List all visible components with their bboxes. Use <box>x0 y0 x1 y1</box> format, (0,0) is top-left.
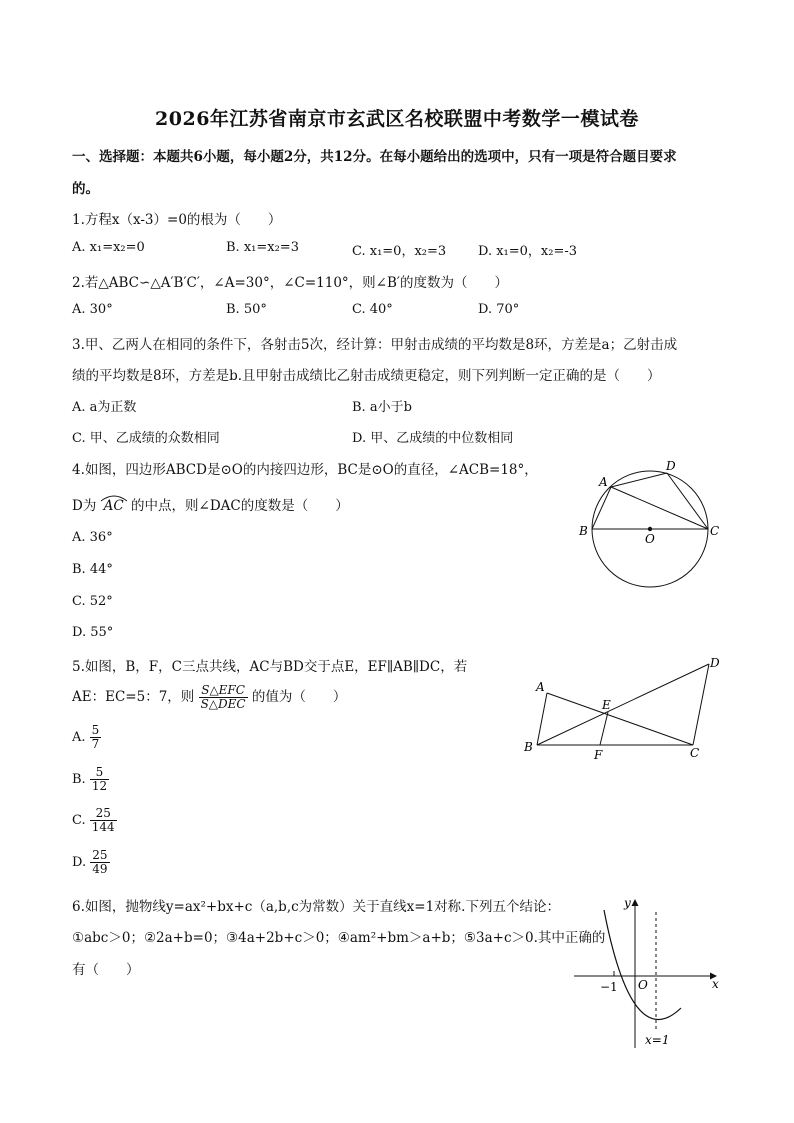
q3-option-c: C. 甲、乙成绩的众数相同 <box>72 431 220 446</box>
q5-option-a <box>72 724 101 751</box>
label-symmetry-axis: x=1 <box>645 1033 670 1047</box>
label-o: O <box>645 532 655 546</box>
label-f: F <box>594 748 603 762</box>
q4-line2-suffix: 的中点，则∠DAC的度数是（ ） <box>131 498 349 514</box>
label-a: A <box>599 475 608 489</box>
q5-option-c <box>72 807 117 834</box>
q5-option-d-den: 49 <box>92 862 108 876</box>
label-d: D <box>710 656 720 670</box>
q4-option-c: C. 52° <box>72 594 113 609</box>
q6-parabola-figure <box>570 890 730 1055</box>
q3-option-a: A. a为正数 <box>72 400 137 415</box>
q5-option-a-num: 5 <box>91 723 100 737</box>
segment-ac <box>547 693 693 745</box>
q5-option-d-letter: D. <box>72 855 87 870</box>
q5-option-c-letter: C. <box>72 813 86 828</box>
q5-stem-line1: 5.如图，B，F，C三点共线，AC与BD交于点E，EF∥AB∥DC，若 <box>72 659 468 675</box>
q5-area-ratio <box>199 684 248 711</box>
q4-arc-notation <box>101 498 127 514</box>
q3-stem-line2: 绩的平均数是8环，方差是b.且甲射击成绩比乙射击成绩更稳定，则下列判断一定正确的是（ ） <box>72 368 661 384</box>
q5-option-d-fraction <box>90 849 109 876</box>
q5-option-b <box>72 766 109 793</box>
label-b: B <box>579 524 588 538</box>
label-d: D <box>666 459 676 473</box>
label-c: C <box>710 524 720 538</box>
label-e: E <box>602 698 611 712</box>
q5-option-c-num: 25 <box>90 807 117 821</box>
page-title: 2026年江苏省南京市玄武区名校联盟中考数学一模试卷 <box>155 108 639 130</box>
q2-stem: 2.若△ABC∽△A′B′C′，∠A=30°，∠C=110°，则∠B′的度数为（ ） <box>72 275 508 291</box>
label-b: B <box>524 740 533 754</box>
label-origin: O <box>638 978 648 992</box>
center-point <box>648 527 652 531</box>
q5-stem-line2 <box>72 684 346 711</box>
q3-stem-line1: 3.甲、乙两人在相同的条件下，各射击5次，经计算：甲射击成绩的平均数是8环，方差是a；乙射击成 <box>72 337 678 353</box>
q5-option-a-fraction <box>90 724 102 751</box>
q5-option-b-letter: B. <box>72 772 86 787</box>
q2-option-c: C. 40° <box>352 302 393 317</box>
q5-ratio-numerator: S△EFC <box>199 684 248 698</box>
segment-ac <box>611 487 708 529</box>
q5-ratio-denominator: S△DEC <box>200 697 246 711</box>
label-c: C <box>690 746 700 760</box>
q5-line2-suffix: 的值为（ ） <box>251 689 347 705</box>
q6-stem-line1: 6.如图，抛物线y=ax²+bx+c（a,b,c为常数）关于直线x=1对称.下列五个结论： <box>72 899 560 915</box>
q6-stem-line2: ①abc＞0；②2a+b=0；③4a+2b+c＞0；④am²+bm＞a+b；⑤3a+c＞0.其中正确的 <box>72 930 606 946</box>
section-heading: 一、选择题：本题共6小题，每小题2分，共12分。在每小题给出的选项中，只有一项是符合题目要求 <box>72 149 677 165</box>
q1-option-b: B. x₁=x₂=3 <box>226 240 299 255</box>
q4-stem-line2 <box>72 494 349 514</box>
q4-stem-line1: 4.如图，四边形ABCD是⊙O的内接四边形，BC是⊙O的直径，∠ACB=18°， <box>72 462 538 478</box>
section-heading-cont: 的。 <box>72 181 99 197</box>
label-a: A <box>536 680 545 694</box>
q1-stem: 1.方程x（x-3）=0的根为（ ） <box>72 212 282 228</box>
segment-ba <box>592 487 611 529</box>
q5-option-b-den: 12 <box>91 779 108 793</box>
label-x: x <box>712 977 719 991</box>
q2-option-d: D. 70° <box>478 302 520 317</box>
label-neg1: −1 <box>600 980 618 994</box>
q4-option-d: D. 55° <box>72 625 114 640</box>
q6-stem-line3: 有（ ） <box>72 962 140 978</box>
q5-option-d-num: 25 <box>92 848 108 862</box>
q1-option-a: A. x₁=x₂=0 <box>72 240 145 255</box>
q2-option-b: B. 50° <box>226 302 267 317</box>
q4-option-b: B. 44° <box>72 562 113 577</box>
q5-triangle-figure <box>515 650 730 765</box>
arc-symbol-icon <box>100 494 128 502</box>
parabola-curve <box>604 910 681 1020</box>
q4-circle-figure <box>570 455 740 615</box>
q4-option-a: A. 36° <box>72 530 113 545</box>
segment-ef <box>600 712 608 745</box>
q5-option-a-den: 7 <box>91 737 100 751</box>
q4-line2-prefix: D为 <box>72 498 97 514</box>
q4-arc-label: AC <box>103 498 124 514</box>
segment-ab <box>537 693 547 745</box>
q5-option-b-fraction <box>90 766 109 793</box>
segment-bd <box>537 664 709 745</box>
q5-option-b-num: 5 <box>90 766 109 780</box>
q1-option-d: D. x₁=0，x₂=-3 <box>478 244 578 259</box>
label-y: y <box>624 896 631 910</box>
q5-option-c-fraction <box>90 807 117 834</box>
segment-dc <box>693 664 709 745</box>
q5-option-c-den: 144 <box>91 820 115 834</box>
q5-option-d <box>72 849 110 876</box>
q2-option-a: A. 30° <box>72 302 113 317</box>
q5-option-a-letter: A. <box>72 730 86 745</box>
q3-option-d: D. 甲、乙成绩的中位数相同 <box>352 431 514 446</box>
q5-line2-prefix: AE：EC=5：7，则 <box>72 689 195 705</box>
q3-option-b: B. a小于b <box>352 400 412 415</box>
q1-option-c: C. x₁=0，x₂=3 <box>352 244 447 259</box>
